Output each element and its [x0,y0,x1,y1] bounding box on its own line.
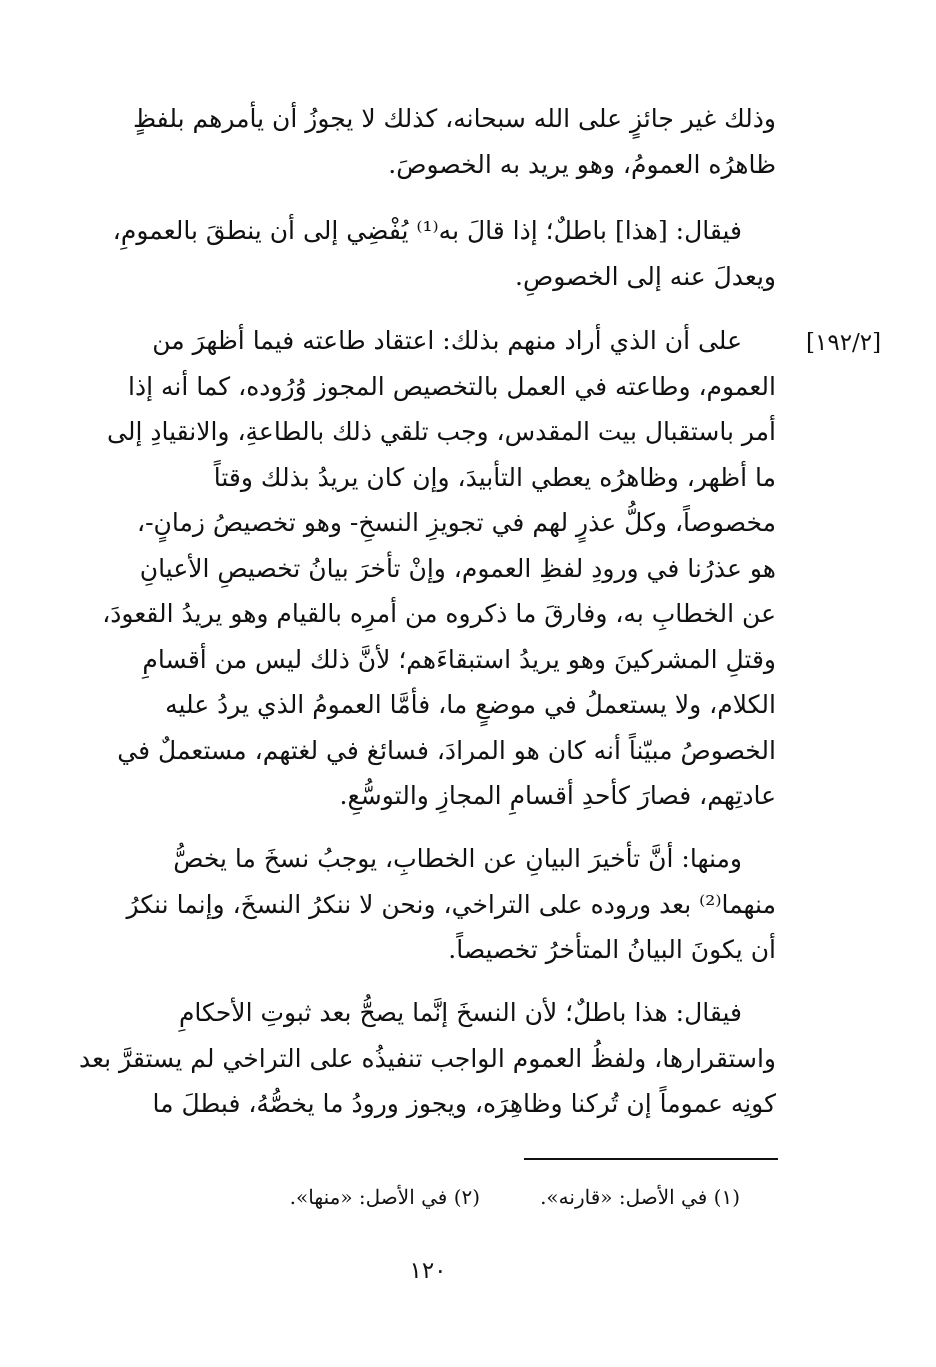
main-text [76,990,776,1127]
text-line: فيقال: هذا باطلٌ؛ لأن النسخَ إنَّما يصحُّ بعد ثبوتِ الأحكامِ [178,998,742,1027]
text-line: على أن الذي أراد منهم بذلك: اعتقاد طاعته فيما أظهرَ من [152,326,742,355]
paragraph-4 [76,836,776,973]
main-text [76,836,776,973]
text-line: أن يكونَ البيانُ المتأخرُ تخصيصاً. [448,935,776,964]
footnote-2: (٢) في الأصل: «منها». [289,1185,481,1209]
text-line: عادتِهم، فصارَ كأحدِ أقسامِ المجازِ والتوسُّعِ. [339,781,776,810]
text-line: ظاهرُه العمومُ، وهو يريد به الخصوصَ. [388,149,776,179]
main-text [76,96,776,187]
footnotes [200,1185,740,1209]
text-line: فيقال: [هذا] باطلٌ؛ إذا قالَ به⁽¹⁾ يُفْضِي إلى أن ينطقَ بالعمومِ، [112,216,742,245]
paragraph-2 [76,208,776,299]
text-line: وذلك غير جائزٍ على الله سبحانه، كذلك لا يجوزُ أن يأمرهم بلفظٍ [132,104,776,133]
paragraph-5 [76,990,776,1127]
text-line: العموم، وطاعته في العمل بالتخصيص المجوز وُرُوده، كما أنه إذا [128,371,776,401]
text-line: مخصوصاً، وكلُّ عذرٍ لهم في تجويزِ النسخِ- وهو تخصيصُ زمانٍ-، [137,508,776,537]
paragraph-1 [76,96,776,187]
text-line: وقتلِ المشركينَ وهو يريدُ استبقاءَهم؛ لأنَّ ذلك ليس من أقسامِ [142,644,776,674]
volume-page-reference: [١٩٢/٢] [806,330,882,356]
main-text [76,208,776,299]
text-line: كونِه عموماً إن تُركنا وظاهِرَه، ويجوز ورودُ ما يخصُّهُ، فبطلَ ما [152,1089,776,1118]
text-line: ما أظهر، وظاهرُه يعطي التأبيدَ، وإن كان يريدُ بذلك وقتاً [213,462,776,492]
text-line: أمر باستقبال بيت المقدس، وجب تلقي ذلك بالطاعةِ، والانقيادِ إلى [106,417,776,446]
paragraph-3 [76,318,776,819]
text-line: هو عذرُنا في ورودِ لفظِ العموم، وإنْ تأخرَ بيانُ تخصيصِ الأعيانِ [139,553,776,583]
text-line: الكلام، ولا يستعملُ في موضعٍ ما، فأمَّا العمومُ الذي يردُ عليه [165,690,776,719]
footnote-1: (١) في الأصل: «قارنه». [540,1185,740,1209]
text-line: ومنها: أنَّ تأخيرَ البيانِ عن الخطابِ، يوجبُ نسخَ ما يخصُّ [173,844,742,873]
text-line: ويعدلَ عنه إلى الخصوصِ. [515,261,776,291]
text-line: عن الخطابِ به، وفارقَ ما ذكروه من أمرِه بالقيام وهو يريدُ القعودَ، [102,599,776,628]
text-line: منهما⁽²⁾ بعد وروده على التراخي، ونحن لا ننكرُ النسخَ، وإنما ننكرُ [126,889,776,919]
text-line: الخصوصُ مبيّناً أنه كان هو المرادَ، فسائغ في لغتهم، مستعملٌ في [117,735,776,765]
main-text [76,318,776,819]
footnote-divider [524,1158,778,1160]
page-number: ١٢٠ [409,1258,447,1284]
text-line: واستقرارها، ولفظُ العموم الواجب تنفيذُه على التراخي لم يستقرَّ بعد [78,1043,776,1073]
